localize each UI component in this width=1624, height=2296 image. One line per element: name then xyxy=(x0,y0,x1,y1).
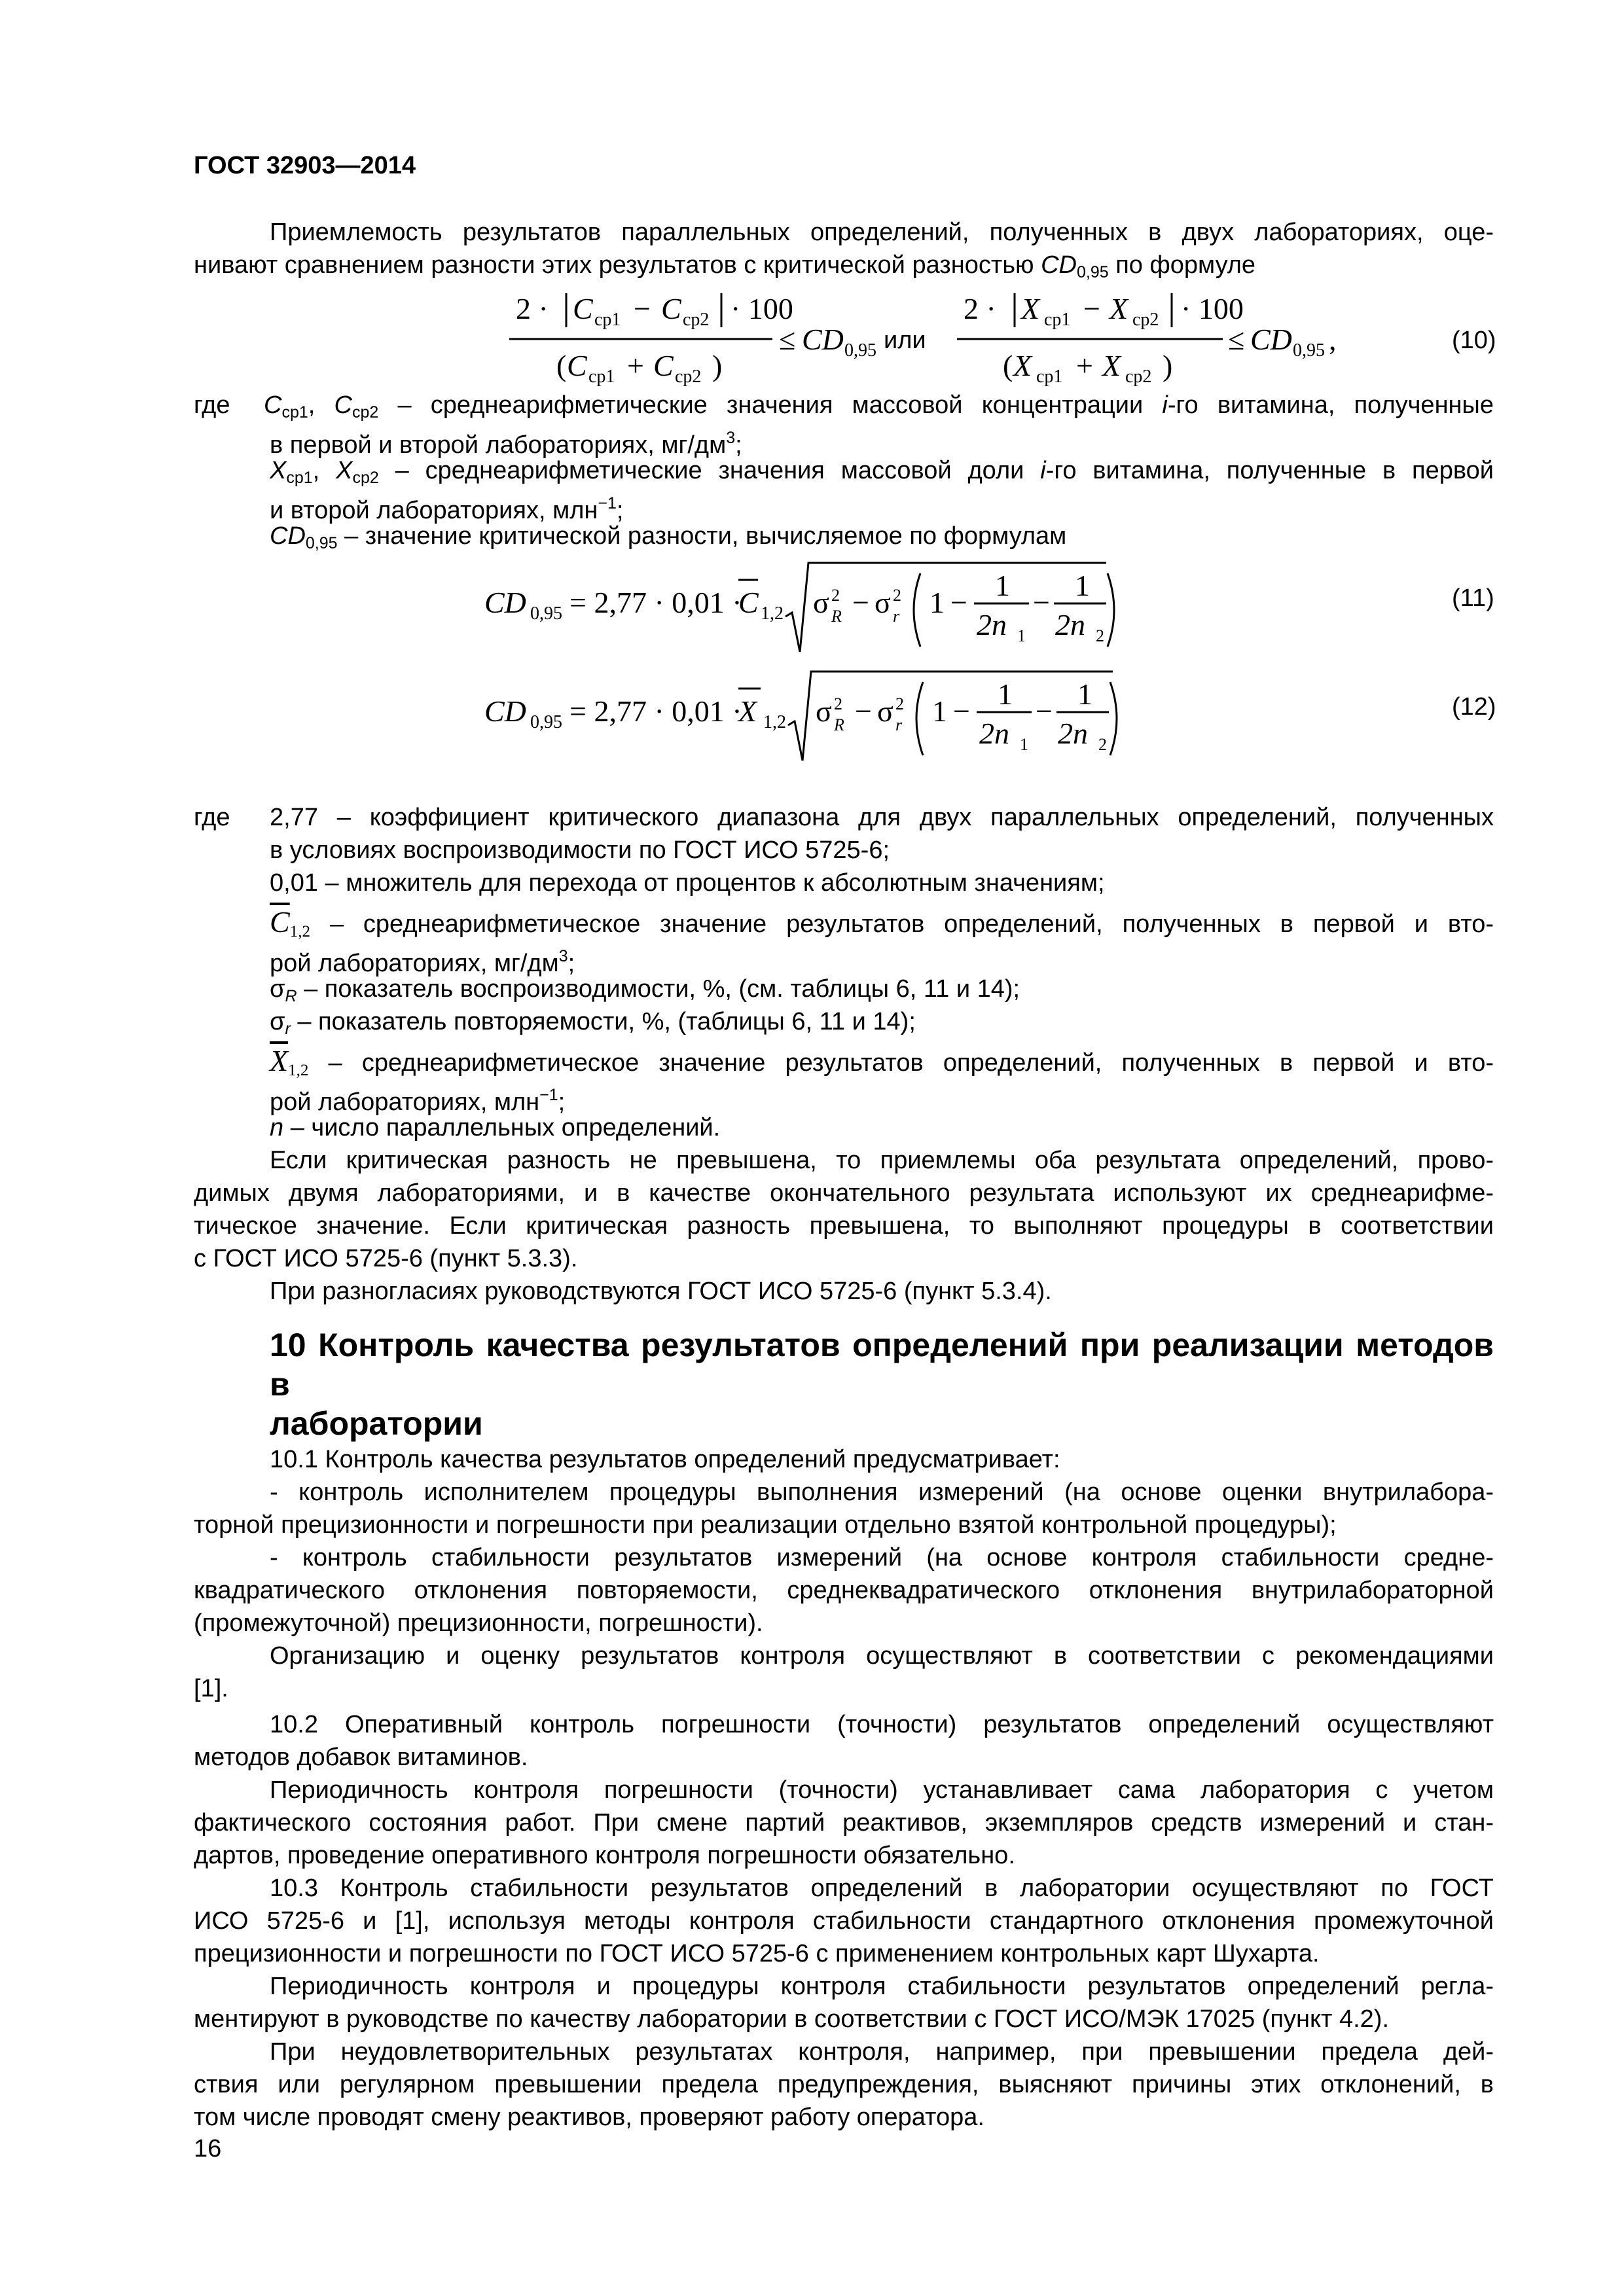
svg-text:0,95: 0,95 xyxy=(844,340,876,361)
svg-text:r: r xyxy=(893,607,900,626)
svg-text:1: 1 xyxy=(998,677,1013,711)
where2-k-line-1: 2,77 – коэффициент критического диапазона для двух параллельных определений, полученных xyxy=(270,804,1494,831)
where2-k-line-2: в условиях воспроизводимости по ГОСТ ИСО 5725-6; xyxy=(270,836,890,864)
where-label-1: где xyxy=(194,391,230,419)
svg-text:ср2: ср2 xyxy=(1125,367,1152,387)
svg-text:ср1: ср1 xyxy=(1044,310,1071,330)
where1-x-line-1: $X_{ср1}$, $X_{ср2}$ – среднеарифметические значения массовой доли i-го витамина, полученные в первой xyxy=(270,457,1494,487)
svg-text:X: X xyxy=(1021,292,1040,325)
svg-text:0,95: 0,95 xyxy=(530,603,562,624)
svg-text:C: C xyxy=(653,349,674,382)
svg-text:−: − xyxy=(1036,694,1053,728)
svg-text:C: C xyxy=(567,349,587,382)
svg-text:R: R xyxy=(831,607,842,626)
intro-line-2: нивают сравнением разности этих результатов с критической разностью $CD_{0,95}$ по формуле xyxy=(194,251,1256,281)
svg-text:C: C xyxy=(573,292,593,325)
svg-text:1: 1 xyxy=(929,586,945,619)
s10-p7-l2: ИСО 5725-6 и [1], используя методы контроля стабильности стандартного отклонения промежуточной xyxy=(194,1907,1494,1935)
svg-text:CD: CD xyxy=(484,694,526,728)
accept-line-4: с ГОСТ ИСО 5725-6 (пункт 5.3.3). xyxy=(194,1245,578,1272)
accept-line-3: тическое значение. Если критическая разность превышена, то выполняют процедуры в соответствии xyxy=(194,1212,1494,1240)
where1-c-line-2: в первой и второй лабораториях, $мг/дм^3$; xyxy=(270,429,742,459)
svg-text:или: или xyxy=(884,327,926,354)
svg-text:= 2,77 · 0,01 ·: = 2,77 · 0,01 · xyxy=(569,586,742,619)
svg-text:(: ( xyxy=(1003,349,1013,382)
svg-text:(: ( xyxy=(556,349,567,382)
where1-c-line-1: $C_{ср1}$, $C_{ср2}$ – среднеарифметические значения массовой концентрации i-го витамина, полученные xyxy=(264,391,1494,422)
accept-line-5: При разногласиях руководствуются ГОСТ ИСО 5725-6 (пункт 5.3.4). xyxy=(270,1278,1052,1305)
svg-text:−: − xyxy=(634,292,651,325)
svg-text:+: + xyxy=(1076,349,1093,382)
svg-text:C: C xyxy=(738,586,759,619)
accept-line-1: Если критическая разность не превышена, то приемлемы оба результата определений, прово- xyxy=(270,1147,1494,1174)
svg-text:2n: 2n xyxy=(979,717,1009,750)
svg-text:−: − xyxy=(855,694,872,728)
svg-text:1: 1 xyxy=(932,694,947,728)
where-label-2: где xyxy=(194,804,230,831)
svg-text:): ) xyxy=(1163,349,1173,382)
s10-p9-l2: ствия или регулярном превышении предела предупреждения, выясняют причины этих отклонений, в xyxy=(194,2071,1494,2098)
svg-text:1,2: 1,2 xyxy=(761,603,784,624)
svg-text:C: C xyxy=(661,292,681,325)
page-number: 16 xyxy=(194,2135,222,2162)
svg-text:σ: σ xyxy=(875,586,891,619)
where2-c-line-2: рой лабораториях, $мг/дм^3$; xyxy=(270,947,575,977)
s10-p6-l3: дартов, проведение оперативного контроля погрешности обязательно. xyxy=(194,1842,1015,1869)
where1-cd-line: $CD_{0,95}$ – значение критической разности, вычисляемое по формулам xyxy=(270,522,1067,552)
s10-p8-l2: ментируют в руководстве по качеству лаборатории в соответствии с ГОСТ ИСО/МЭК 17025 (пункт 4.2). xyxy=(194,2005,1390,2033)
where2-x-line-1: $\overline{X}_{1,2}$ – среднеарифметическое значение результатов определений, полученных в первой и вто- xyxy=(270,1044,1494,1079)
where2-x-line-2: рой лабораториях, млн$^{-1}$; xyxy=(270,1086,566,1116)
svg-text:CD: CD xyxy=(484,586,526,619)
svg-text:): ) xyxy=(712,349,723,382)
svg-text:2 ·: 2 · xyxy=(964,292,996,325)
svg-text:σ: σ xyxy=(877,694,893,728)
svg-text:≤: ≤ xyxy=(779,323,796,356)
svg-text:· 100: · 100 xyxy=(1181,292,1244,325)
s10-p8-l1: Периодичность контроля и процедуры контроля стабильности результатов определений регла- xyxy=(270,1973,1494,2000)
svg-text:= 2,77 · 0,01 ·: = 2,77 · 0,01 · xyxy=(569,694,742,728)
formula-10-number: (10) xyxy=(1452,327,1496,354)
s10-p7-l3: прецизионности и погрешности по ГОСТ ИСО 5725-6 с применением контрольных карт Шухарта. xyxy=(194,1940,1320,1967)
svg-text:1: 1 xyxy=(995,569,1010,602)
accept-line-2: димых двумя лабораториями, и в качестве окончательного результата используют их среднеарифме- xyxy=(194,1179,1494,1207)
svg-text:−: − xyxy=(953,694,970,728)
s10-p9-l1: При неудовлетворительных результатах контроля, например, при превышении предела дей- xyxy=(270,2038,1494,2066)
svg-text:−: − xyxy=(852,586,869,619)
s10-p5-l1: 10.2 Оперативный контроль погрешности (точности) результатов определений осуществляют xyxy=(270,1711,1494,1738)
svg-text:−: − xyxy=(1083,292,1100,325)
svg-text:2: 2 xyxy=(1098,735,1107,754)
svg-text:1: 1 xyxy=(1020,735,1028,754)
section-10-heading: 10 Контроль качества результатов определений при реализации методов в лаборатории xyxy=(270,1327,1494,1442)
svg-text:0,95: 0,95 xyxy=(530,712,562,732)
s10-p7-l1: 10.3 Контроль стабильности результатов определений в лаборатории осуществляют по ГОСТ xyxy=(270,1874,1494,1902)
formula-11-number: (11) xyxy=(1452,584,1494,612)
formula-11 xyxy=(478,554,1506,658)
s10-p5-l2: методов добавок витаминов. xyxy=(194,1744,528,1771)
svg-text:ср2: ср2 xyxy=(1132,310,1159,330)
s10-p4-l2: [1]. xyxy=(194,1675,228,1702)
s10-p3-l1: - контроль стабильности результатов измерений (на основе контроля стабильности средне- xyxy=(270,1544,1494,1571)
formula-12-number: (12) xyxy=(1452,693,1496,721)
svg-text:ср1: ср1 xyxy=(1036,367,1063,387)
svg-text:1: 1 xyxy=(1075,569,1090,602)
svg-text:· 100: · 100 xyxy=(731,292,793,325)
svg-text:ср2: ср2 xyxy=(683,310,710,330)
svg-text:X: X xyxy=(1110,292,1128,325)
formula-12 xyxy=(478,662,1506,767)
where2-c-line-1: $\overline{C}_{1,2}$ – среднеарифметическое значение результатов определений, полученных в первой и вто- xyxy=(270,905,1494,941)
where2-sigma-r-line: $\sigma_R$ – показатель воспроизводимости, %, (см. таблицы 6, 11 и 14); xyxy=(270,975,1020,1005)
s10-p4-l1: Организацию и оценку результатов контроля осуществляют в соответствии с рекомендациями xyxy=(270,1642,1494,1670)
s10-p6-l1: Периодичность контроля погрешности (точности) устанавливает сама лаборатория с учетом xyxy=(270,1776,1494,1804)
svg-text:X: X xyxy=(1102,349,1121,382)
s10-p9-l3: том числе проводят смену реактивов, проверяют работу оператора. xyxy=(194,2104,984,2131)
svg-text:1: 1 xyxy=(1017,626,1026,645)
svg-text:ср1: ср1 xyxy=(588,367,615,387)
svg-text:2n: 2n xyxy=(1055,608,1085,641)
svg-text:ср2: ср2 xyxy=(675,367,702,387)
svg-text:R: R xyxy=(834,715,844,734)
svg-text:1: 1 xyxy=(1077,677,1092,711)
s10-p3-l2: квадратического отклонения повторяемости, среднеквадратического отклонения внутрилабораторной xyxy=(194,1577,1494,1604)
where2-sigma-r-small-line: $\sigma_r$ – показатель повторяемости, %, (таблицы 6, 11 и 14); xyxy=(270,1008,916,1038)
svg-text:X: X xyxy=(1013,349,1032,382)
svg-text:2: 2 xyxy=(1096,626,1104,645)
svg-text:1,2: 1,2 xyxy=(763,712,786,732)
svg-text:2: 2 xyxy=(834,694,842,713)
svg-text:X: X xyxy=(738,694,757,728)
where2-m-line: 0,01 – множитель для перехода от процентов к абсолютным значениям; xyxy=(270,869,1105,897)
svg-text:0,95: 0,95 xyxy=(1293,340,1325,361)
document-header: ГОСТ 32903—2014 xyxy=(194,152,416,179)
s10-p2-l1: - контроль исполнителем процедуры выполнения измерений (на основе оценки внутрилабора- xyxy=(270,1479,1494,1506)
svg-text:≤: ≤ xyxy=(1228,323,1245,356)
svg-text:2: 2 xyxy=(831,586,840,605)
svg-text:ср1: ср1 xyxy=(594,310,621,330)
svg-text:+: + xyxy=(627,349,644,382)
svg-text:σ: σ xyxy=(813,586,829,619)
svg-text:CD: CD xyxy=(802,323,844,356)
s10-p6-l2: фактического состояния работ. При смене партий реактивов, экземпляров средств измерений и стан- xyxy=(194,1809,1494,1837)
svg-text:−: − xyxy=(950,586,967,619)
svg-text:2n: 2n xyxy=(977,608,1007,641)
svg-text:r: r xyxy=(895,715,903,734)
svg-text:CD: CD xyxy=(1250,323,1292,356)
svg-text:−: − xyxy=(1033,586,1050,619)
s10-p2-l2: торной прецизионности и погрешности при реализации отдельно взятой контрольной процедуры); xyxy=(194,1511,1337,1539)
intro-line-1: Приемлемость результатов параллельных определений, полученных в двух лабораториях, оце- xyxy=(270,219,1494,246)
svg-text:2n: 2n xyxy=(1058,717,1088,750)
where1-x-line-2: и второй лабораториях, млн$^{-1}$; xyxy=(270,494,624,524)
svg-text:2: 2 xyxy=(893,586,901,605)
s10-p3-l3: (промежуточной) прецизионности, погрешности). xyxy=(194,1609,763,1637)
s10-p1: 10.1 Контроль качества результатов определений предусматривает: xyxy=(270,1446,1060,1473)
formula-10 xyxy=(497,283,1506,394)
where2-n-line: n – число параллельных определений. xyxy=(270,1114,721,1141)
svg-text:σ: σ xyxy=(816,694,832,728)
svg-text:,: , xyxy=(1329,323,1337,356)
svg-text:2 ·: 2 · xyxy=(516,292,549,325)
svg-text:2: 2 xyxy=(895,694,904,713)
